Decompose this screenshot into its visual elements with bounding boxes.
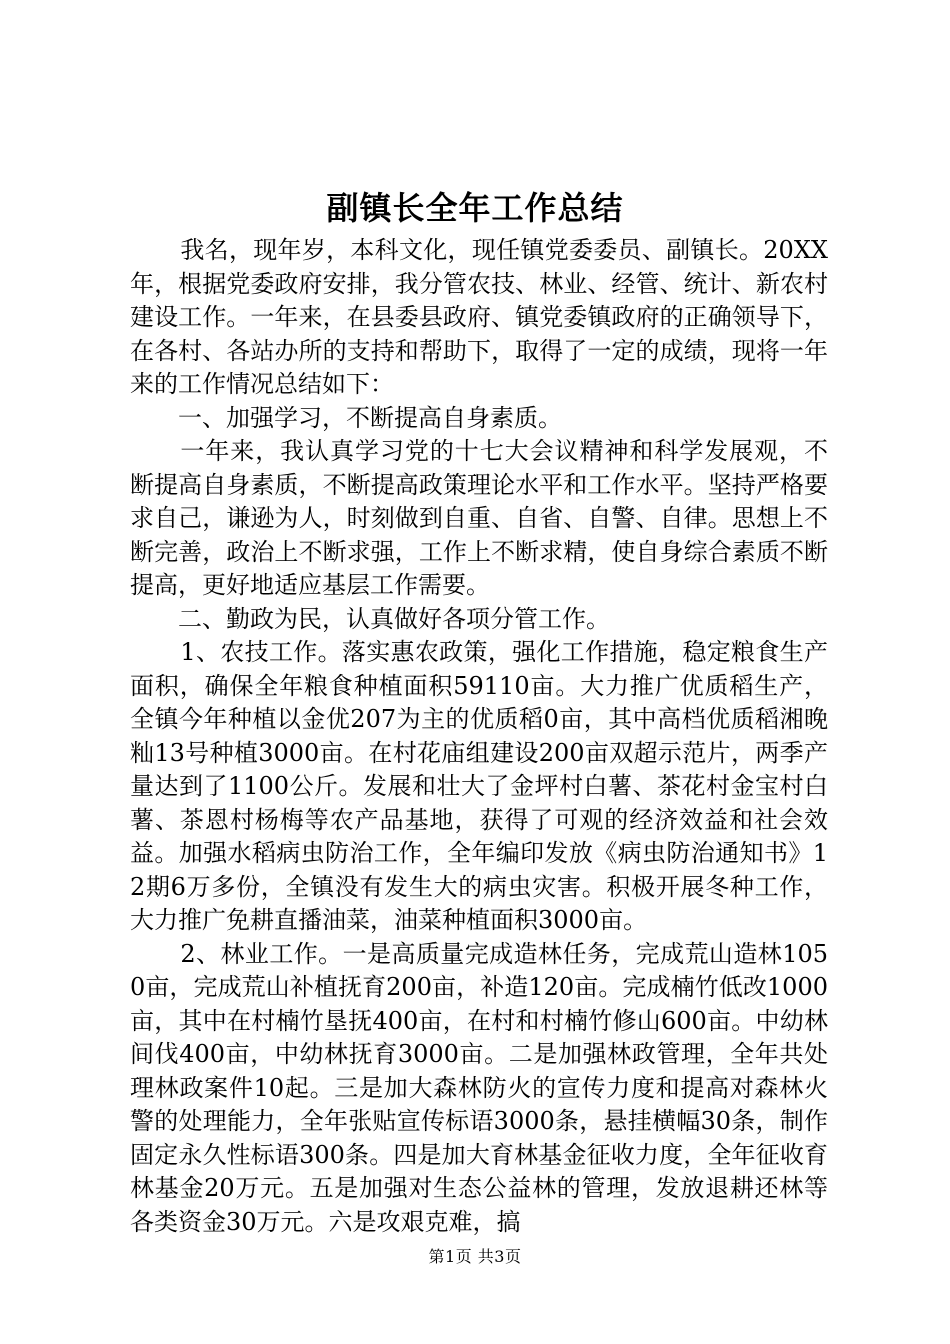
section-heading-2: 二、勤政为民，认真做好各项分管工作。 bbox=[178, 604, 610, 633]
page-number-footer: 第1页 共3页 bbox=[428, 1247, 522, 1266]
section-heading-1: 一、加强学习，不断提高自身素质。 bbox=[178, 403, 562, 432]
paragraph-study: 一年来，我认真学习党的十七大会议精神和科学发展观，不断提高自身素质，不断提高政策理论水平和工作水平。坚持严格要求自己，谦逊为人，时刻做到自重、自省、自警、自律。思想上不断完善，政治上不断求强，工作上不断求精，使自身综合素质不断提高，更好地适应基层工作需要。 bbox=[130, 437, 828, 599]
document-title: 副镇长全年工作总结 bbox=[326, 189, 624, 227]
document-body bbox=[130, 234, 828, 1239]
paragraph-intro: 我名，现年岁，本科文化，现任镇党委委员、副镇长。20XX年，根据党委政府安排，我分管农技、林业、经管、统计、新农村建设工作。一年来，在县委县政府、镇党委镇政府的正确领导下，在各村、各站办所的支持和帮助下，取得了一定的成绩，现将一年来的工作情况总结如下： bbox=[130, 236, 828, 398]
paragraph-forestry: 2、林业工作。一是高质量完成造林任务，完成荒山造林1050亩，完成荒山补植抚育200亩，补造120亩。完成楠竹低改1000亩，其中在村楠竹垦抚400亩，在村和村楠竹修山600亩。中幼林间伐400亩，中幼林抚育3000亩。二是加强林政管理，全年共处理林政案件10起。三是加大森林防火的宣传力度和提高对森林火警的处理能力，全年张贴宣传标语3000条，悬挂横幅30条，制作固定永久性标语300条。四是加大育林基金征收力度，全年征收育林基金20万元。五是加强对生态公益林的管理，发放退耕还林等各类资金30万元。六是攻艰克难，搞 bbox=[130, 939, 828, 1236]
paragraph-agriculture: 1、农技工作。落实惠农政策，强化工作措施，稳定粮食生产面积，确保全年粮食种植面积59110亩。大力推广优质稻生产，全镇今年种植以金优207为主的优质稻0亩，其中高档优质稻湘晚籼13号种植3000亩。在村花庙组建设200亩双超示范片，两季产量达到了1100公斤。发展和壮大了金坪村白薯、茶花村金宝村白薯、茶恩村杨梅等农产品基地，获得了可观的经济效益和社会效益。加强水稻病虫防治工作，全年编印发放《病虫防治通知书》12期6万多份，全镇没有发生大的病虫灾害。积极开展冬种工作，大力推广免耕直播油菜，油菜种植面积3000亩。 bbox=[130, 638, 828, 934]
